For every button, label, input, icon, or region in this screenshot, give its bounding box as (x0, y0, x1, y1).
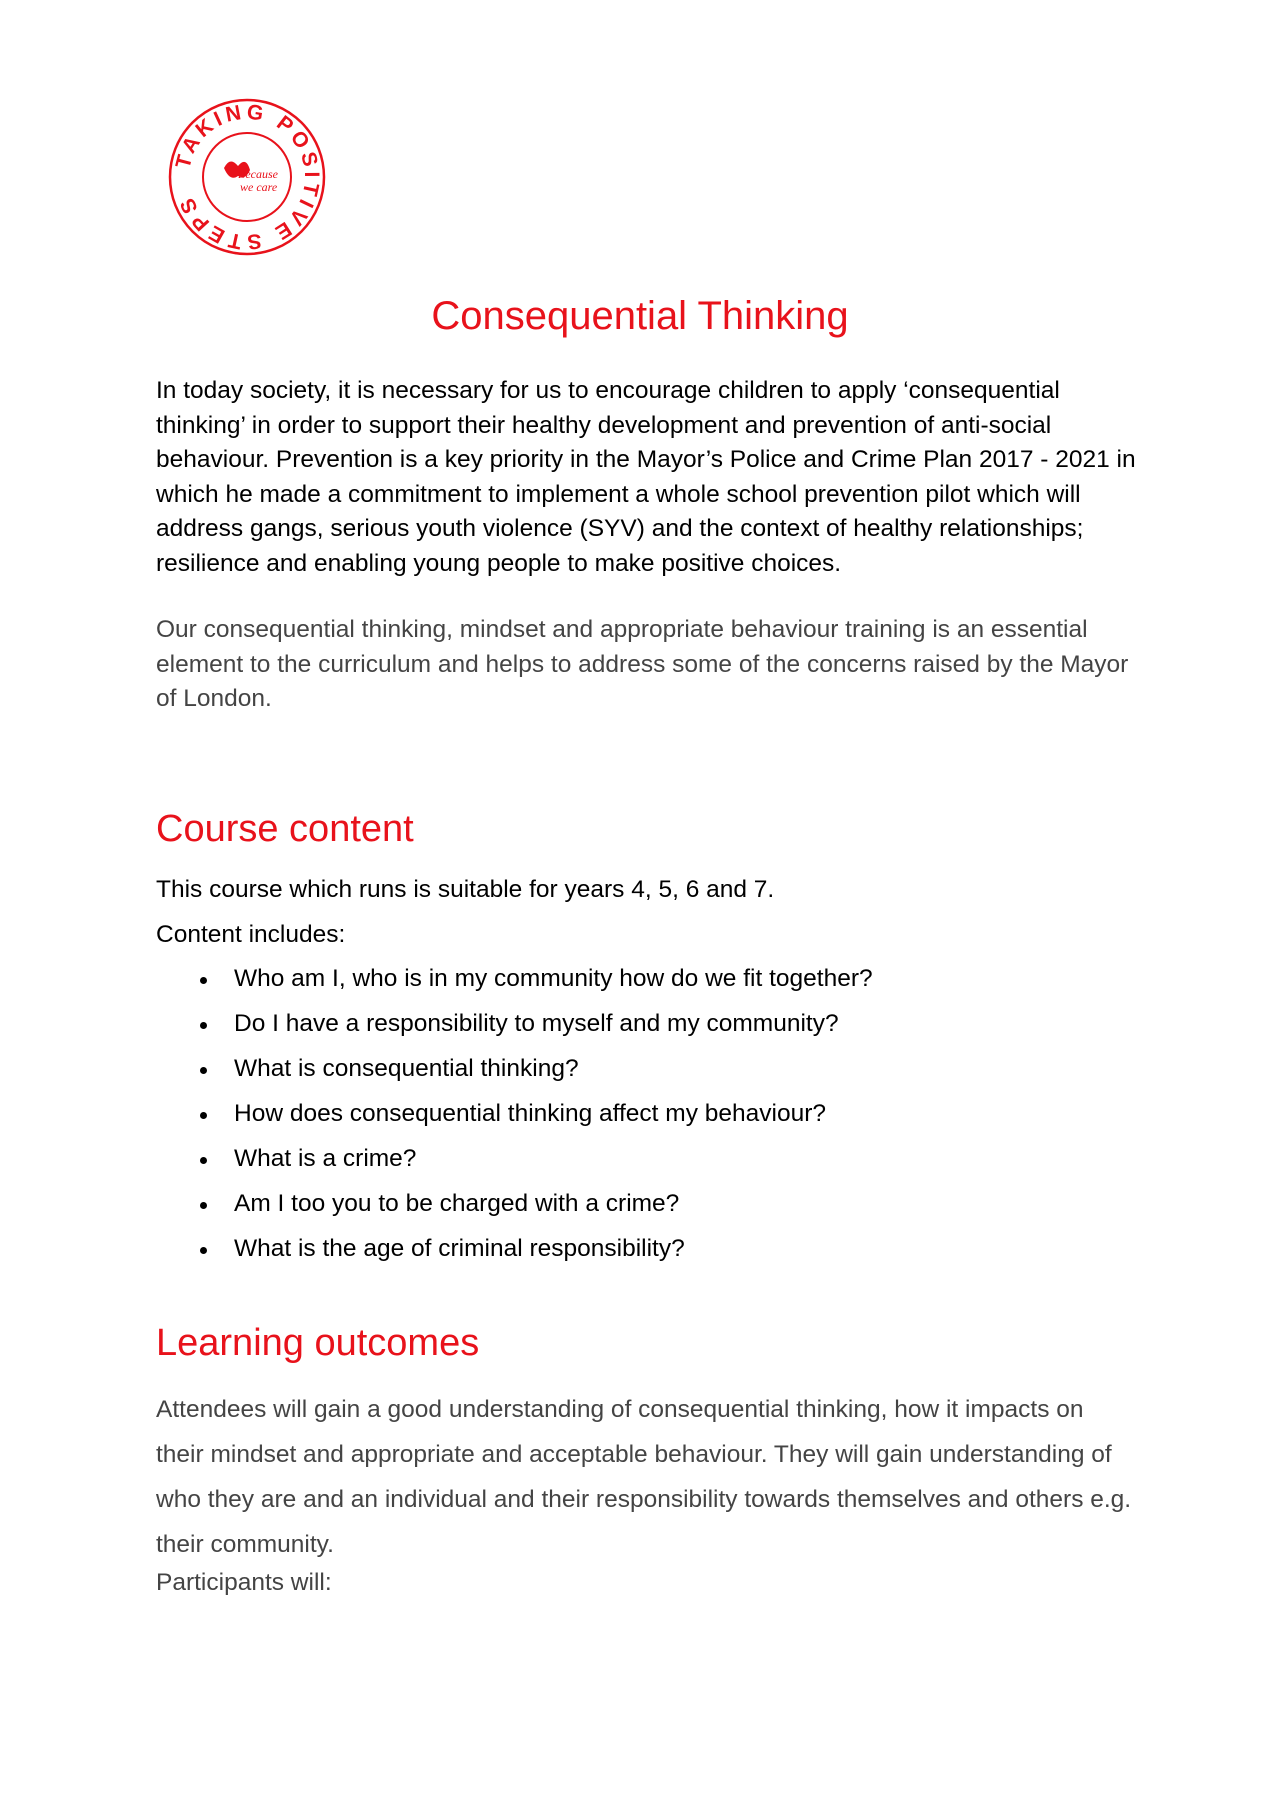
participants-label: Participants will: (156, 1569, 332, 1596)
bullet-icon (200, 1157, 207, 1164)
list-item (156, 1097, 1156, 1142)
list-item (156, 1232, 1156, 1277)
bullet-icon (200, 1067, 207, 1074)
svg-text:we care: we care (240, 180, 278, 194)
training-paragraph: Our consequential thinking, mindset and appropriate behaviour training is an essential element to the curriculum and helps to address some of the concerns raised by the Mayor of London. (156, 616, 1129, 712)
list-item-text: How does consequential thinking affect my behaviour? (234, 1100, 826, 1127)
list-item (156, 962, 1156, 1007)
content-includes-label: Content includes: (156, 921, 346, 948)
svg-text:TAKING POSITIVE STEPS: TAKING POSITIVE STEPS (171, 100, 324, 254)
learning-outcomes-paragraph: Attendees will gain a good understanding of consequential thinking, how it impacts on their mindset and appropriate and acceptable behaviour. They will gain understanding of who they are and an individual and their responsibility towards themselves and others e.g. their community. (156, 1396, 1132, 1558)
course-content-heading: Course content (156, 808, 414, 850)
list-item-text: Who am I, who is in my community how do we fit together? (234, 965, 873, 992)
svg-text:Because: Because (238, 167, 278, 181)
list-item (156, 1187, 1156, 1232)
bullet-icon (200, 977, 207, 984)
page-title: Consequential Thinking (431, 294, 849, 338)
list-item-text: What is a crime? (234, 1145, 417, 1172)
course-content-list (156, 962, 1156, 1277)
bullet-icon (200, 1202, 207, 1209)
list-item-text: What is consequential thinking? (234, 1055, 579, 1082)
learning-outcomes-heading: Learning outcomes (156, 1322, 480, 1364)
bullet-icon (200, 1247, 207, 1254)
bullet-icon (200, 1022, 207, 1029)
logo-seal-icon (168, 98, 326, 256)
list-item (156, 1142, 1156, 1187)
list-item-text: What is the age of criminal responsibility? (234, 1235, 685, 1262)
list-item (156, 1007, 1156, 1052)
list-item (156, 1052, 1156, 1097)
taking-positive-steps-logo (168, 98, 326, 256)
intro-paragraph: In today society, it is necessary for us to encourage children to apply ‘consequential thinking’ in order to support their healthy development and prevention of anti-social behaviour. Prevention is a key priority in the Mayor’s Police and Crime Plan 2017 - 2021 in which he made a commitment to implement a whole school prevention pilot which will address gangs, serious youth violence (SYV) and the context of healthy relationships; resilience and enabling young people to make positive choices. (156, 377, 1136, 577)
list-item-text: Do I have a responsibility to myself and my community? (234, 1010, 839, 1037)
list-item-text: Am I too you to be charged with a crime? (234, 1190, 680, 1217)
course-suitability-text: This course which runs is suitable for years 4, 5, 6 and 7. (156, 876, 775, 903)
bullet-icon (200, 1112, 207, 1119)
